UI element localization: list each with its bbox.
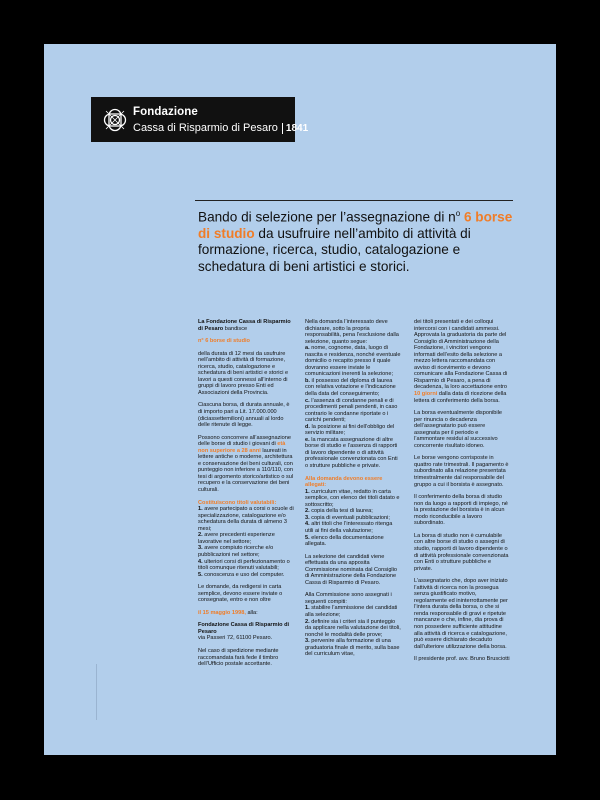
acceptance-deadline: 10 giorni	[414, 391, 438, 398]
list-item: 3. pervenire alla formazione di una graduatoria finale di merito, sulla base del curriculum vitae,	[305, 638, 400, 658]
intro-rest: bandisce	[223, 325, 248, 332]
list-item: 2. copia della tesi di laurea;	[305, 508, 373, 515]
headline	[198, 206, 528, 275]
col3-revocation: L’assegnatario che, dopo aver iniziato l’attività di ricerca non la prosegua senza giustificato motivo, regolarmente ed ininterrottamente per l’intera durata della borsa, o che si renda responsabile di gravi e ripetute mancanze o che, infine, dia prova di non possedere sufficiente attitudine alla attività di ricerca e catalogazione, può essere dichiarato decaduto dall’ulteriore utilizzazione della borsa.	[414, 578, 508, 650]
col1-deadline	[198, 610, 294, 617]
col1-scholarships: n° 6 borse di studio	[198, 338, 250, 345]
headline-highlight: 6 borse di studio	[198, 209, 513, 241]
text-column-1	[198, 319, 294, 674]
deadline-rest: alla:	[245, 609, 258, 616]
col1-duration: della durata di 12 mesi da usufruire nell’ambito di attività di formazione, ricerca, studio, catalogazione e schedatura di beni artistici e storici e lavori a questi connessi all’interno di gruppi di lavoro presso Enti ed Associazioni della Provincia.	[198, 350, 289, 396]
logo-subtitle	[133, 122, 308, 134]
list-item: 1. avere partecipato a corsi o scuole di specializzazione, catalogazione e/o schedatura della durata di almeno 3 mesi;	[198, 506, 294, 532]
col3-no-employment: Il conferimento della borsa di studio non da luogo a rapporti di impiego, né la prestazione del borsista è in alcun modo riconducibile a lavoro subordinato.	[414, 494, 508, 527]
knot-logo-icon	[103, 108, 127, 132]
list-item: 1. curriculum vitae, redatto in carta semplice, con elenco dei titoli datato e sottoscritto;	[305, 488, 400, 508]
printer-mark	[96, 664, 99, 720]
list-item: 4. altri titoli che l’interessato ritenga utili ai fini della valutazione;	[305, 521, 393, 534]
col1-submission: Le domande, da redigersi in carta semplice, devono essere inviate o consegnate, entro e non oltre	[198, 584, 283, 604]
list-item: d. la posizione ai fini dell’obbligo del servizio militare;	[305, 423, 395, 437]
eligibility-text-2: laureati in lettere antiche o moderne, architettura e conservazione dei beni culturali, con punteggio non inferiore a 110/110, con tesi di argomento storico/artistico o sul recupero e la conservazione dei beni culturali.	[198, 447, 294, 494]
headline-text-2: da usufruire nell’ambito di attività di formazione, ricerca, studio, catalogazione e schedatura di beni artistici e storici.	[198, 225, 471, 274]
eligibility-text-1: Possono concorrere all’assegnazione delle borse di studio i giovani di	[198, 434, 291, 448]
list-item: c. l’assenza di condanne penali e di procedimenti penali pendenti, in caso contrario le condanne riportate o i carichi pendenti;	[305, 397, 398, 424]
list-item: 2. avere precedenti esperienze lavorative nel settore;	[198, 532, 275, 545]
foundation-logo	[91, 97, 309, 142]
list-item: 2. definire sia i criteri sia il punteggio da applicare nella valutazione dei titoli, nonché le modalità delle prove;	[305, 618, 401, 638]
list-item: 4. ulteriori corsi di perfezionamento o titoli comunque ritenuti valutabili;	[198, 558, 290, 572]
address-street: via Passeri 72, 61100 Pesaro.	[198, 635, 273, 642]
col3-signature: Il presidente prof. avv. Bruno Brusciotti	[414, 656, 510, 663]
list-item: b. il possesso del diploma di laurea con relativa votazione e l’indicazione della data del conseguimento;	[305, 377, 396, 398]
text-column-2	[305, 319, 402, 664]
col2-tasks: Alla Commissione sono assegnati i seguenti compiti:	[305, 592, 392, 605]
list-item: 5. elenco della documentazione allegata.	[305, 534, 384, 548]
text-column-3	[414, 319, 510, 669]
col2-commission: La selezione dei candidati viene effettuata da una apposita Commissione nominata dal Consiglio di Amministrazione della Fondazione Cassa di Risparmio di Pesaro.	[305, 553, 398, 586]
col3-reassignment: La borsa eventualmente disponibile per rinuncia o decadenza dell’assegnatario può essere assegnata per il periodo e l’ammontare residui al successivo concorrente risultato idoneo.	[414, 410, 503, 449]
list-item: 3. copia di eventuali pubblicazioni;	[305, 514, 390, 521]
col2-attachments-list	[305, 489, 402, 548]
deadline-date: il 15 maggio 1998,	[198, 609, 246, 616]
list-item: 3. avere compiuto ricerche e/o pubblicazioni nel settore;	[198, 545, 274, 558]
headline-text-1: Bando di selezione per l’assegnazione di n	[198, 209, 456, 225]
col1-intro	[198, 319, 294, 332]
headline-sup: o	[455, 209, 461, 218]
col3-non-cumulative: La borsa di studio non è cumulabile con altre borse di studio o assegni di studio, rapporti di lavoro dipendente o di attività professionale convenzionata con Enti o strutture pubbliche e private.	[414, 532, 509, 572]
col2-attachments-heading: Alla domanda devono essere allegati:	[305, 475, 383, 489]
address-name: Fondazione Cassa di Risparmio di Pesaro	[198, 622, 290, 635]
list-item: 5. conoscenza e uso del computer.	[198, 571, 285, 578]
col2-declaration: Nella domanda l’interessato deve dichiarare, sotto la propria responsabilità, pena l’esclusione dalla selezione, quanto segue:	[305, 319, 399, 345]
col1-titles-list	[198, 506, 294, 578]
list-item: a. nome, cognome, data, luogo di nascita e residenza, nonché eventuale domicilio o recapito presso il quale dovranno essere inviate le comunicazioni inerenti la selezione;	[305, 345, 401, 378]
col3-acceptance: dei titoli presentati e dei colloqui intercorsi con i candidati ammessi. Approvata la graduatoria da parte del Consiglio di Amministrazione della Fondazione, i vincitori vengono informati dell’esito della selezione a mezzo lettera raccomandata con avviso di ricevimento e devono comunicare alla Fondazione Cassa di Risparmio di Pesaro, a pena di decadenza, la loro accettazione entro 10 giorni dalla data di ricezione della lettera di conferimento della borsa.	[414, 319, 508, 404]
col1-eligibility	[198, 435, 294, 494]
col2-tasks-list	[305, 605, 402, 657]
list-item: e. la mancata assegnazione di altre borse di studio e l’assenza di rapporti di lavoro dipendente o di attività professionale convenzionata con Enti o strutture pubbliche e private.	[305, 436, 398, 470]
col3-payment: Le borse vengono corrisposte in quattro rate trimestrali. Il pagamento è subordinato alla relazione presentata trimestralmente dal responsabile del gruppo a cui il borsista è assegnato.	[414, 455, 509, 488]
headline-rule	[195, 200, 513, 201]
titles-heading: Costituiscono titoli valutabili:	[198, 499, 277, 506]
poster	[44, 44, 556, 755]
logo-name: Cassa di Risparmio di Pesaro	[133, 122, 278, 134]
logo-separator	[282, 123, 283, 134]
logo-year: 1841	[285, 122, 309, 134]
foundation-name: La Fondazione Cassa di Risparmio di Pesaro	[198, 319, 291, 332]
age-limit: età non superiore a 28 anni	[198, 441, 286, 454]
col1-postal-note: Nel caso di spedizione mediante raccomandata farà fede il timbro dell’Ufficio postale accettante.	[198, 647, 279, 668]
col1-address	[198, 622, 294, 642]
logo-title: Fondazione	[133, 106, 198, 118]
list-item: 1. stabilire l’ammissione dei candidati alla selezione;	[305, 605, 398, 618]
col2-declaration-list	[305, 345, 402, 469]
col1-amount: Ciascuna borsa, di durata annuale, è di importo pari a Lit. 17.000.000 (diciassettemilioni) annuali al lordo delle ritenute di legge.	[198, 402, 290, 429]
